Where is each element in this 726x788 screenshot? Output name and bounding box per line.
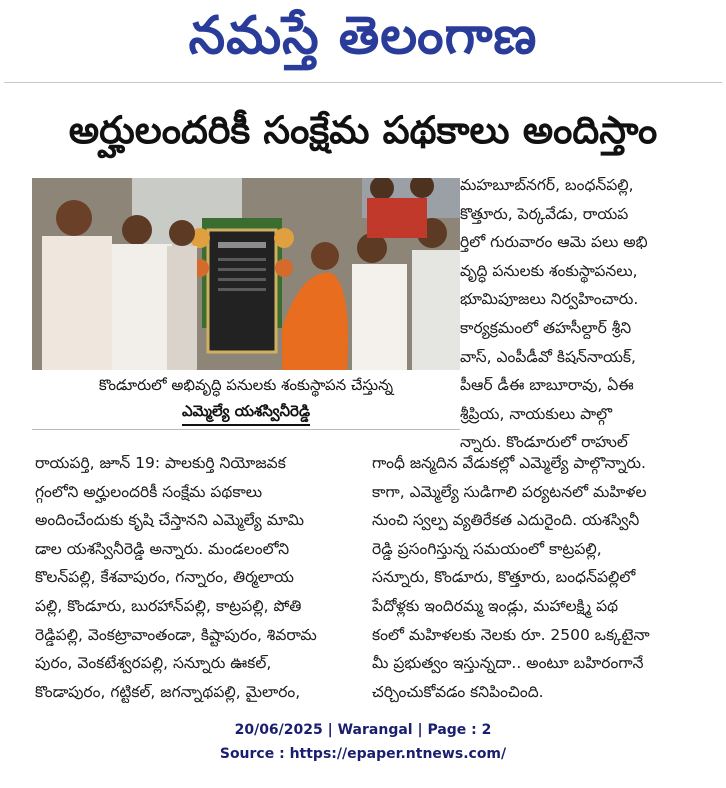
text-line: రెడ్డిపల్లి, వెంకట్రావాంతండా, కిష్టాపురం, శివరామ bbox=[35, 625, 317, 644]
text-line: డాల యశస్వినీరెడ్డి అన్నారు. మండలంలోని bbox=[35, 539, 290, 558]
right-column bbox=[460, 171, 714, 457]
text-line: కంలో మహిళలకు నెలకు రూ. 2500 ఒక్కటైనా bbox=[372, 625, 650, 644]
text-line: చర్చించుకోవడం కనిపించింది. bbox=[372, 682, 544, 701]
bottom-right-column bbox=[372, 449, 712, 706]
text-line: కాగా, ఎమ్మెల్యే సుడిగాలి పర్యటనలో మహిళల bbox=[372, 482, 647, 501]
caption-divider bbox=[32, 429, 460, 430]
page-footer bbox=[0, 718, 726, 766]
text-line: గ్గంలోని అర్హులందరికీ సంక్షేమ పథకాలు bbox=[35, 482, 263, 501]
text-line: నుంచి స్వల్ప వ్యతిరేకత ఎదురైంది. యశస్వినీ bbox=[372, 511, 640, 530]
text-line: సన్నూరు, కొండూరు, కొత్తూరు, బంధన్‌పల్లిలో bbox=[372, 568, 636, 587]
caption-line-2: ఎమ్మెల్యే యశస్వినీరెడ్డి bbox=[182, 398, 310, 426]
text-line: శ్రీప్రియ, నాయకులు పాల్గొ bbox=[460, 404, 613, 423]
text-line: పురం, వెంకటేశ్వరపల్లి, సన్నూరు ఊకల్, bbox=[35, 654, 272, 673]
text-line: వాస్, ఎంపీడీవో కిషన్‌నాయక్, bbox=[460, 347, 636, 366]
text-line: అందించేందుకు కృషి చేస్తానని ఎమ్మెల్యే మామి bbox=[35, 511, 304, 530]
text-line: పీఆర్ డీఈ బాబూరావు, ఏఈ bbox=[460, 376, 634, 395]
text-line: కొత్తూరు, పెర్కవేడు, రాయప bbox=[460, 204, 629, 223]
text-line: ర్తిలో గురువారం ఆమె పలు అభి bbox=[460, 233, 648, 252]
photo-illustration bbox=[32, 178, 460, 370]
text-line: పల్లి, కొండూరు, బురహాన్‌పల్లి, కాట్రపల్లి, పోతి bbox=[35, 596, 302, 615]
masthead-divider bbox=[4, 82, 722, 83]
article-photo bbox=[32, 178, 460, 370]
caption-line-1: కొండూరులో అభివృద్ధి పనులకు శంకుస్థాపన చేస్తున్న bbox=[98, 376, 394, 394]
footer-date-edition: 20/06/2025 | Warangal | Page : 2 bbox=[234, 722, 492, 738]
photo-caption bbox=[32, 372, 460, 426]
text-line: గాంధీ జన్మదిన వేడుకల్లో ఎమ్మెల్యే పాల్గొన్నారు. bbox=[372, 454, 646, 472]
text-line: పేదోళ్లకు ఇందిరమ్మ ఇండ్లు, మహాలక్ష్మి పథ bbox=[372, 596, 619, 615]
text-line: రాయపర్తి, జూన్ 19: పాలకుర్తి నియోజవక bbox=[35, 454, 286, 472]
article-headline: అర్హులందరికీ సంక్షేమ పథకాలు అందిస్తాం bbox=[68, 108, 658, 152]
text-line: వృద్ధి పనులకు శంకుస్థాపనలు, bbox=[460, 261, 638, 280]
text-line: కొలన్‌పల్లి, కేశవాపురం, గన్నారం, తిర్మలాయ bbox=[35, 568, 294, 587]
text-line: మహబూబ్‌నగర్, బంధన్‌పల్లి, bbox=[460, 176, 634, 194]
text-line: రెడ్డి ప్రసంగిస్తున్న సమయంలో కాట్రపల్లి, bbox=[372, 539, 602, 558]
text-line: భూమిపూజలు నిర్వహించారు. bbox=[460, 290, 639, 309]
text-line: కొండాపురం, గట్టికల్, జగన్నాథపల్లి, మైలారం, bbox=[35, 682, 301, 701]
text-line: మీ ప్రభుత్వం ఇస్తున్నదా.. అంటూ బహిరంగానే bbox=[372, 654, 644, 673]
footer-source-link[interactable]: Source : https://epaper.ntnews.com/ bbox=[219, 746, 507, 762]
masthead-title: నమస్తే తెలంగాణ bbox=[188, 6, 538, 66]
bottom-left-column bbox=[35, 449, 370, 706]
text-line: న్నారు. కొండూరులో రాహుల్ bbox=[460, 433, 628, 452]
text-line: కార్యక్రమంలో తహసీల్దార్ శ్రీని bbox=[460, 318, 632, 337]
